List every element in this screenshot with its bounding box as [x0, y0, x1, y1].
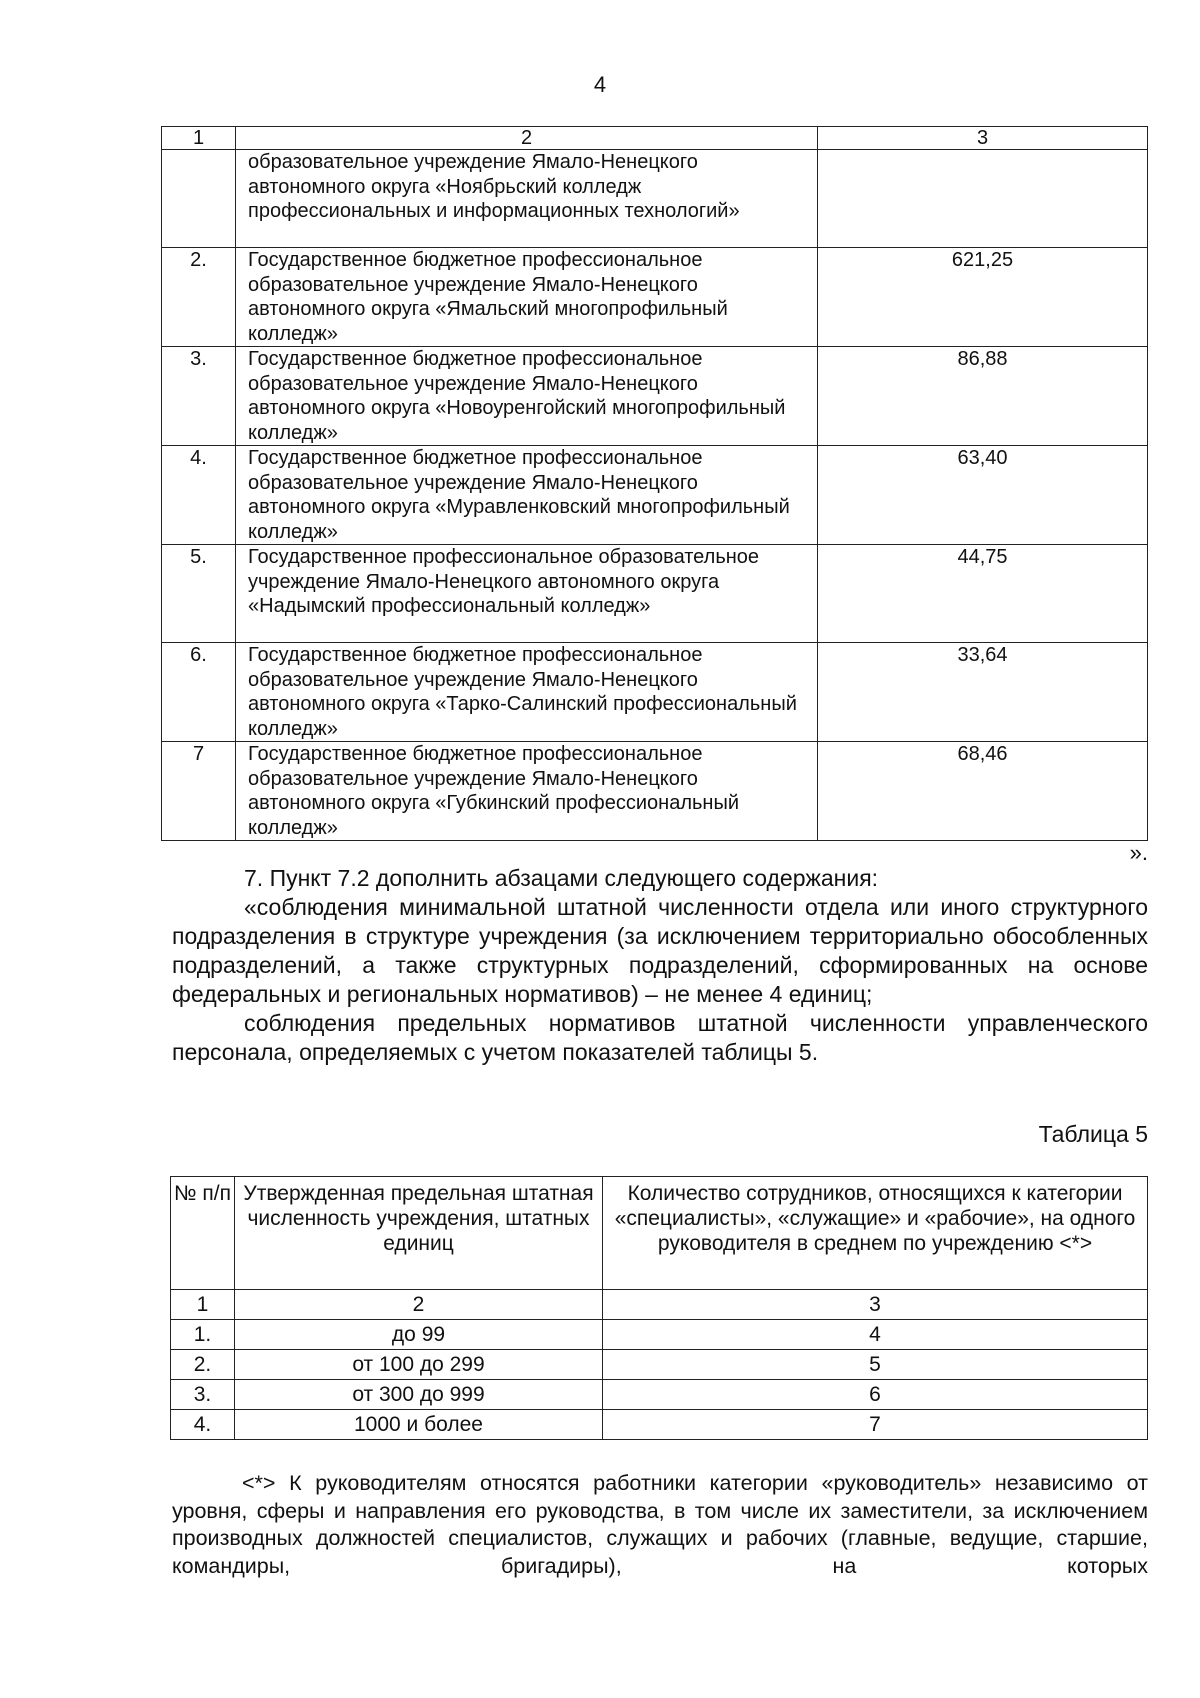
table-row	[162, 150, 1148, 248]
institution-value: 44,75	[818, 545, 1148, 643]
row-number: 2.	[171, 1350, 235, 1380]
header-col-2: 2	[236, 127, 818, 150]
institution-name: Государственное бюджетное профессиональное образовательное учреждение Ямало-Ненецкого автономного округа «Новоуренгойский многопрофильный колледж»	[236, 347, 818, 446]
table-row	[162, 545, 1148, 643]
numbering-col-3: 3	[603, 1290, 1148, 1320]
institution-name: Государственное бюджетное профессиональное образовательное учреждение Ямало-Ненецкого автономного округа «Тарко-Салинский профессиональный колледж»	[236, 643, 818, 742]
row-number: 3.	[162, 347, 236, 446]
staff-range: 1000 и более	[235, 1410, 603, 1440]
amendment-text	[172, 864, 1148, 1067]
table-5-header-row	[171, 1177, 1148, 1290]
table-5-caption: Таблица 5	[1038, 1121, 1148, 1147]
row-number: 1.	[171, 1320, 235, 1350]
table-row	[171, 1320, 1148, 1350]
row-number: 2.	[162, 248, 236, 347]
institution-value	[818, 150, 1148, 248]
table-row	[171, 1350, 1148, 1380]
row-number: 6.	[162, 643, 236, 742]
institution-name: образовательное учреждение Ямало-Ненецкого автономного округа «Ноябрьский колледж профессиональных и информационных технологий»	[236, 150, 818, 248]
row-number: 3.	[171, 1380, 235, 1410]
paragraph-management-norms: соблюдения предельных нормативов штатной численности управленческого персонала, определяемых с учетом показателей таблицы 5.	[172, 1010, 1148, 1065]
employees-count: 4	[603, 1320, 1148, 1350]
page-number: 4	[593, 72, 607, 97]
row-number: 5.	[162, 545, 236, 643]
header-employees-per-manager: Количество сотрудников, относящихся к категории «специалисты», «служащие» и «рабочие», на одного руководителя в среднем по учреждению <*>	[603, 1177, 1148, 1290]
institution-value: 63,40	[818, 446, 1148, 545]
institution-value: 33,64	[818, 643, 1148, 742]
table-5-numbering-row	[171, 1290, 1148, 1320]
table-row	[162, 248, 1148, 347]
row-number	[162, 150, 236, 248]
header-col-3: 3	[818, 127, 1148, 150]
table-5	[170, 1176, 1148, 1440]
institution-name: Государственное бюджетное профессиональное образовательное учреждение Ямало-Ненецкого автономного округа «Муравленковский многопрофильный колледж»	[236, 446, 818, 545]
numbering-col-1: 1	[171, 1290, 235, 1320]
institution-name: Государственное бюджетное профессиональное образовательное учреждение Ямало-Ненецкого автономного округа «Губкинский профессиональный колледж»	[236, 742, 818, 841]
staff-range: от 300 до 999	[235, 1380, 603, 1410]
institution-value: 621,25	[818, 248, 1148, 347]
institution-name: Государственное профессиональное образовательное учреждение Ямало-Ненецкого автономного округа «Надымский профессиональный колледж»	[236, 545, 818, 643]
employees-count: 6	[603, 1380, 1148, 1410]
table-row	[162, 643, 1148, 742]
institution-value: 68,46	[818, 742, 1148, 841]
staff-range: от 100 до 299	[235, 1350, 603, 1380]
institution-name: Государственное бюджетное профессиональное образовательное учреждение Ямало-Ненецкого автономного округа «Ямальский многопрофильный колледж»	[236, 248, 818, 347]
footnote-text: <*> К руководителям относятся работники категории «руководитель» независимо от уровня, сферы и направления его руководства, в том числе их заместители, за исключением производных должностей специалистов, служащих и рабочих (главные, ведущие, старшие, командиры, бригадиры), на которых	[172, 1471, 1148, 1578]
table-row	[171, 1410, 1148, 1440]
closing-quote-mark: ».	[1129, 840, 1148, 865]
employees-count: 5	[603, 1350, 1148, 1380]
table-row	[162, 446, 1148, 545]
table-header-row	[162, 127, 1148, 150]
paragraph-min-staff: «соблюдения минимальной штатной численности отдела или иного структурного подразделения в структуре учреждения (за исключением территориально обособленных подразделений, а также структурных подразделений, сформированных на основе федеральных и региональных нормативов) – не менее 4 единиц;	[172, 894, 1148, 1007]
header-staff-limit: Утвержденная предельная штатная численность учреждения, штатных единиц	[235, 1177, 603, 1290]
row-number: 4.	[171, 1410, 235, 1440]
footnote	[172, 1470, 1148, 1580]
employees-count: 7	[603, 1410, 1148, 1440]
numbering-col-2: 2	[235, 1290, 603, 1320]
header-number: № п/п	[171, 1177, 235, 1290]
row-number: 4.	[162, 446, 236, 545]
header-col-1: 1	[162, 127, 236, 150]
institutions-table-continuation	[161, 126, 1148, 841]
staff-range: до 99	[235, 1320, 603, 1350]
table-row	[171, 1380, 1148, 1410]
table-row	[162, 742, 1148, 841]
paragraph-point-7: 7. Пункт 7.2 дополнить абзацами следующего содержания:	[244, 865, 879, 891]
institution-value: 86,88	[818, 347, 1148, 446]
table-row	[162, 347, 1148, 446]
row-number: 7	[162, 742, 236, 841]
